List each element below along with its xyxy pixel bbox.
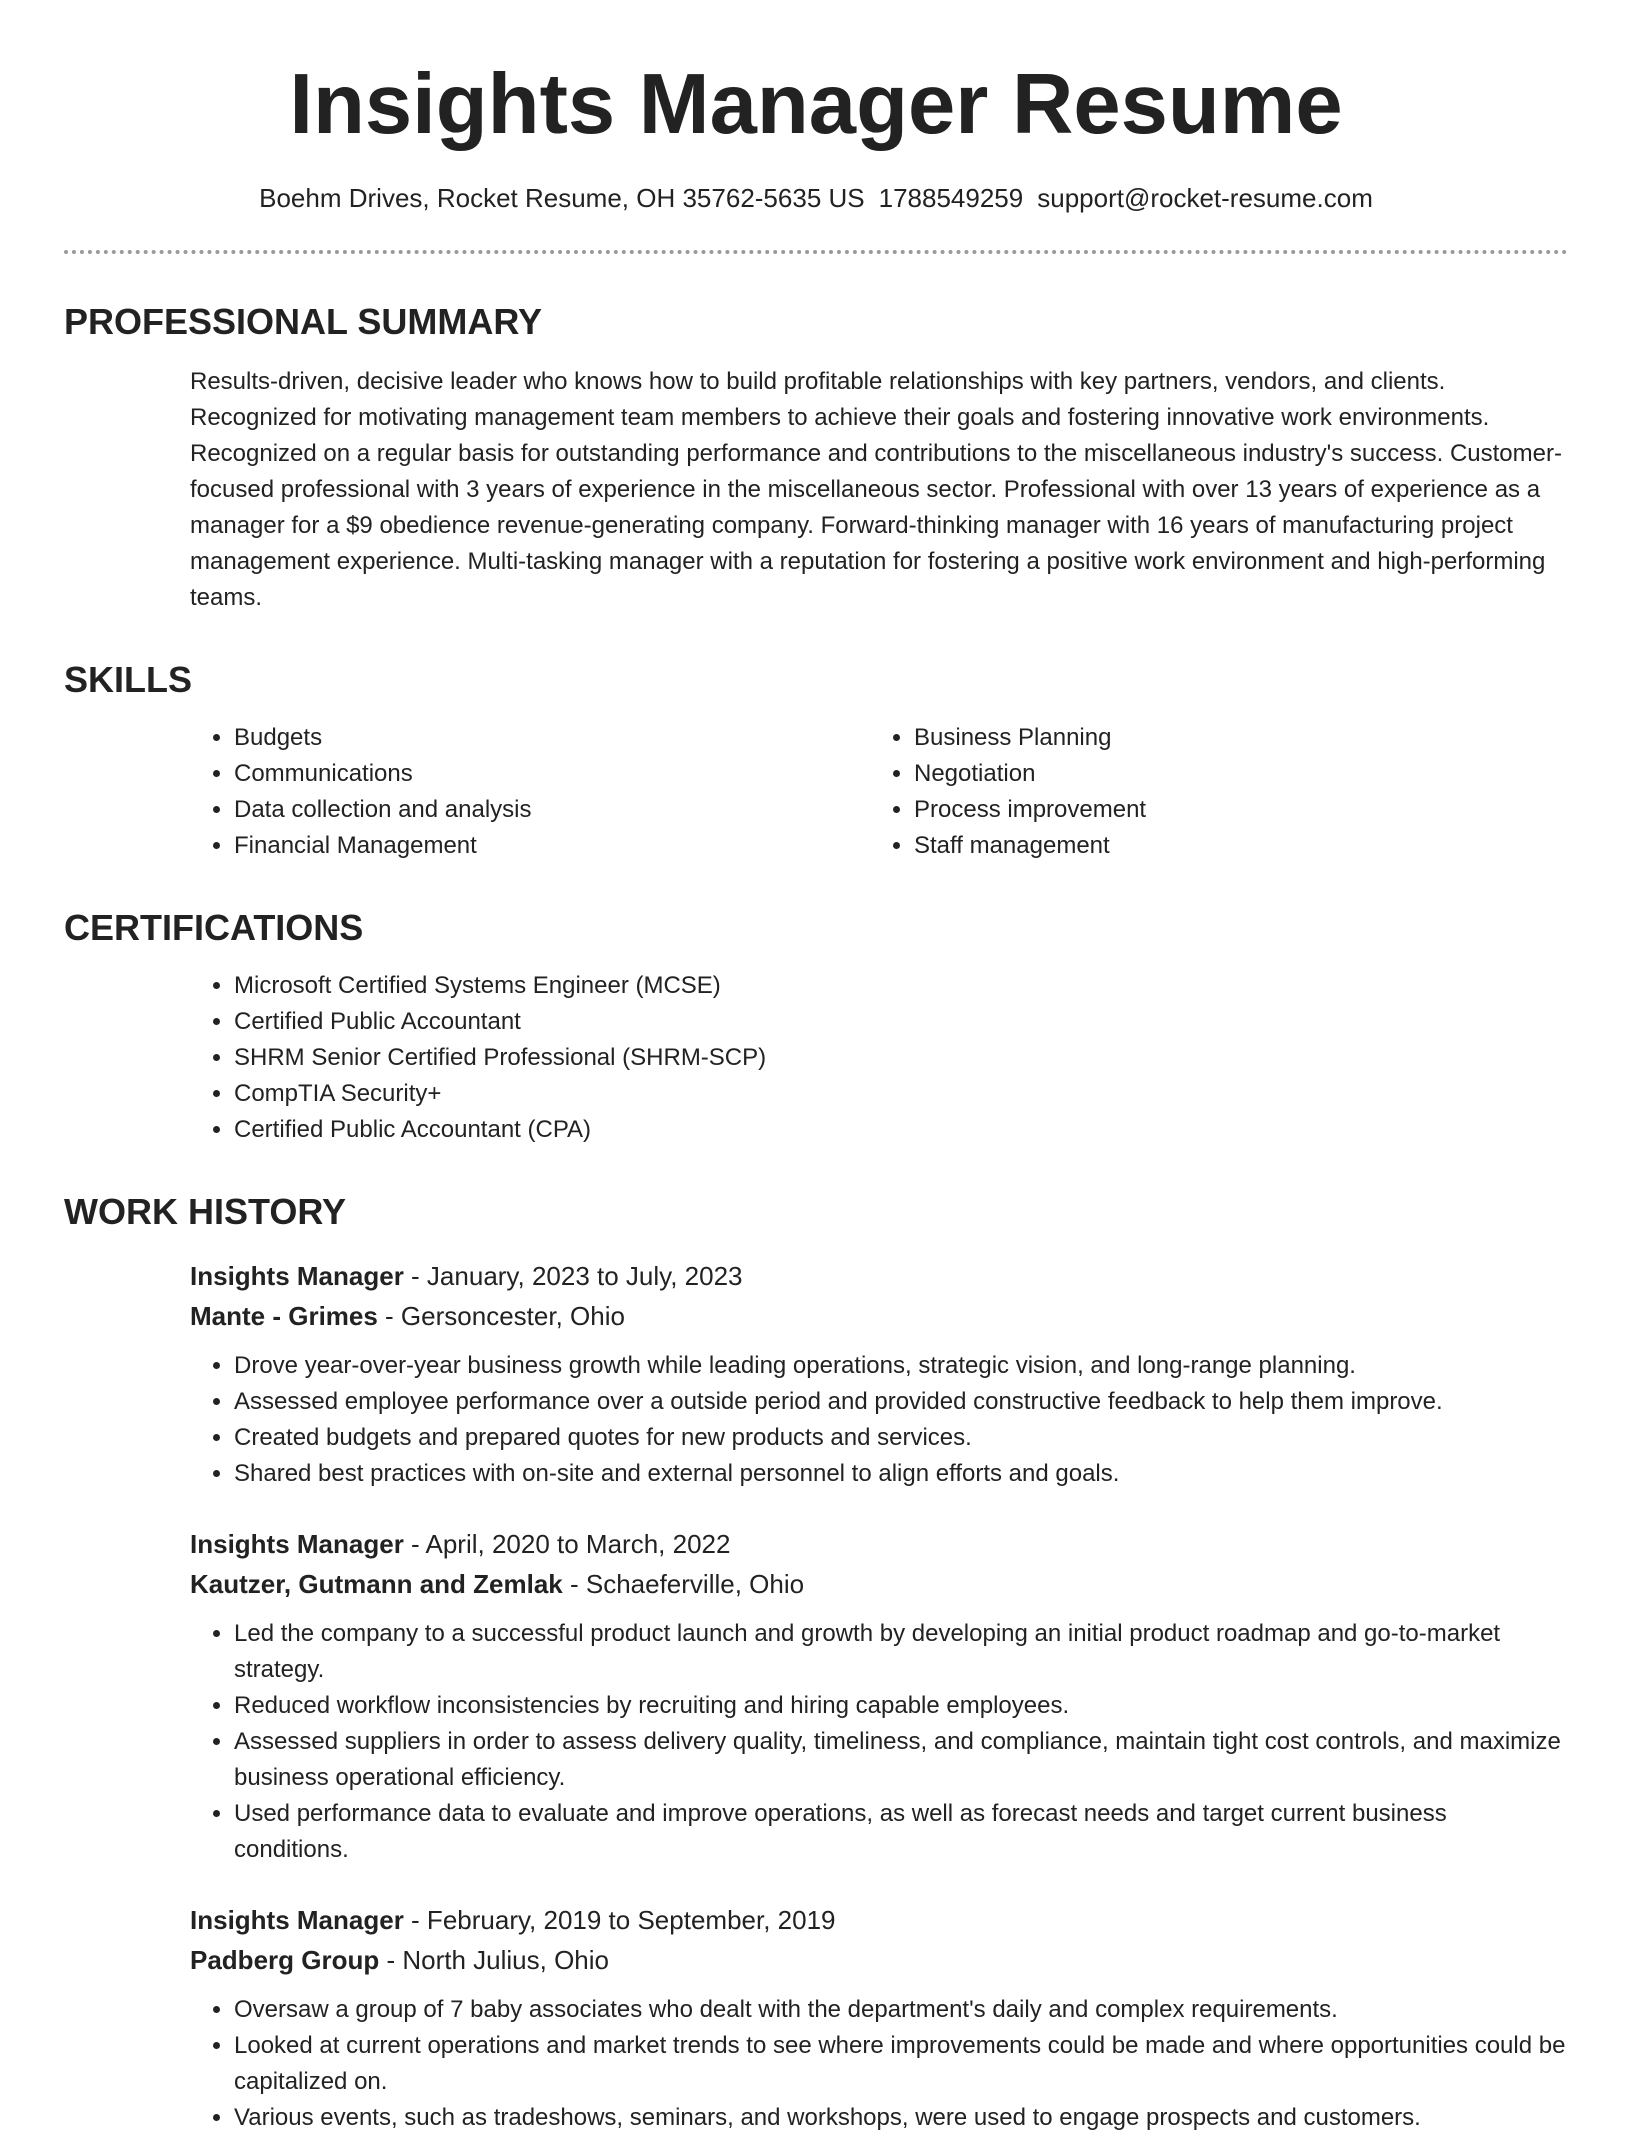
skills-column-right bbox=[870, 720, 1550, 864]
certifications-list-wrap bbox=[190, 968, 1568, 1148]
job-bullet: • Assessed employee performance over a outside period and provided constructive feedback to help them improve. bbox=[234, 1384, 1568, 1420]
phone-text: 1788549259 bbox=[878, 183, 1024, 213]
job-entry bbox=[190, 1900, 1568, 2136]
section-title-certifications: CERTIFICATIONS bbox=[64, 907, 364, 948]
job-company-line bbox=[190, 1940, 1568, 1980]
email-link[interactable]: support@rocket-resume.com bbox=[1037, 183, 1373, 213]
job-role: Insights Manager bbox=[190, 1261, 404, 1291]
skills-list-right bbox=[870, 720, 1550, 864]
resume-title: Insights Manager Resume bbox=[289, 57, 1343, 152]
job-bullets bbox=[190, 1348, 1568, 1492]
job-bullet: • Shared best practices with on-site and external personnel to align efforts and goals. bbox=[234, 1456, 1568, 1492]
work-history-section bbox=[64, 1190, 1568, 2136]
job-bullets bbox=[190, 1616, 1568, 1868]
job-title-line bbox=[190, 1524, 1568, 1564]
job-company: Mante - Grimes bbox=[190, 1301, 378, 1331]
job-role: Insights Manager bbox=[190, 1905, 404, 1935]
skills-section bbox=[64, 658, 1568, 864]
skill-item: • Process improvement bbox=[914, 792, 1550, 828]
job-company-line bbox=[190, 1564, 1568, 1604]
job-bullet: • Led the company to a successful product launch and growth by developing an initial product roadmap and go-to-market strategy. bbox=[234, 1616, 1568, 1688]
job-location: - Schaeferville, Ohio bbox=[562, 1569, 805, 1599]
certification-item: • Certified Public Accountant (CPA) bbox=[234, 1112, 1568, 1148]
job-bullet: • Various events, such as tradeshows, seminars, and workshops, were used to engage prospects and customers. bbox=[234, 2100, 1568, 2136]
job-company: Padberg Group bbox=[190, 1945, 380, 1975]
certifications-list bbox=[190, 968, 1568, 1148]
job-bullet: • Used performance data to evaluate and improve operations, as well as forecast needs and target current business conditions. bbox=[234, 1796, 1568, 1868]
job-bullet: • Oversaw a group of 7 baby associates who dealt with the department's daily and complex requirements. bbox=[234, 1992, 1568, 2028]
job-title-line bbox=[190, 1256, 1568, 1296]
job-dates: - April, 2020 to March, 2022 bbox=[403, 1529, 731, 1559]
job-bullet: • Reduced workflow inconsistencies by recruiting and hiring capable employees. bbox=[234, 1688, 1568, 1724]
address-text: Boehm Drives, Rocket Resume, OH 35762-5635 US bbox=[259, 183, 865, 213]
section-title-skills: SKILLS bbox=[64, 659, 193, 700]
skill-item: • Business Planning bbox=[914, 720, 1550, 756]
job-location: - North Julius, Ohio bbox=[379, 1945, 609, 1975]
skill-item: • Staff management bbox=[914, 828, 1550, 864]
certification-item: • Certified Public Accountant bbox=[234, 1004, 1568, 1040]
skill-item: • Financial Management bbox=[234, 828, 870, 864]
summary-text: Results-driven, decisive leader who knows how to build profitable relationships with key partners, vendors, and clients. Recognized for motivating management team members to achieve their goals and fostering innovative work environments. Recognized on a regular basis for outstanding performance and contributions to the miscellaneous industry's success. Customer-focused professional with 3 years of experience in the miscellaneous sector. Professional with over 13 years of experience as a manager for a $9 obedience revenue-generating company. Forward-thinking manager with 16 years of manufacturing project management experience. Multi-tasking manager with a reputation for fostering a positive work environment and high-performing teams. bbox=[190, 368, 1562, 611]
job-entry bbox=[190, 1524, 1568, 1868]
job-entry bbox=[190, 1256, 1568, 1492]
job-bullet: • Created budgets and prepared quotes for new products and services. bbox=[234, 1420, 1568, 1456]
job-dates: - February, 2019 to September, 2019 bbox=[403, 1905, 836, 1935]
job-title-line bbox=[190, 1900, 1568, 1940]
skills-columns bbox=[190, 720, 1568, 864]
job-role: Insights Manager bbox=[190, 1529, 404, 1559]
certification-item: • Microsoft Certified Systems Engineer (MCSE) bbox=[234, 968, 1568, 1004]
job-dates: - January, 2023 to July, 2023 bbox=[403, 1261, 743, 1291]
job-company: Kautzer, Gutmann and Zemlak bbox=[190, 1569, 563, 1599]
skill-item: • Negotiation bbox=[914, 756, 1550, 792]
certification-item: • SHRM Senior Certified Professional (SHRM-SCP) bbox=[234, 1040, 1568, 1076]
skill-item: • Data collection and analysis bbox=[234, 792, 870, 828]
section-title-work-history: WORK HISTORY bbox=[64, 1191, 347, 1232]
job-bullet: • Looked at current operations and market trends to see where improvements could be made and where opportunities could be capitalized on. bbox=[234, 2028, 1568, 2100]
dotted-divider bbox=[64, 250, 1568, 254]
resume-page bbox=[64, 0, 1568, 2136]
skill-item: • Budgets bbox=[234, 720, 870, 756]
job-company-line bbox=[190, 1296, 1568, 1336]
skills-column-left bbox=[190, 720, 870, 864]
contact-line bbox=[64, 181, 1568, 215]
summary-section bbox=[64, 300, 1568, 616]
job-bullet: • Drove year-over-year business growth while leading operations, strategic vision, and long-range planning. bbox=[234, 1348, 1568, 1384]
skills-list-left bbox=[190, 720, 870, 864]
job-location: - Gersoncester, Ohio bbox=[377, 1301, 625, 1331]
job-bullet: • Assessed suppliers in order to assess delivery quality, timeliness, and compliance, maintain tight cost controls, and maximize business operational efficiency. bbox=[234, 1724, 1568, 1796]
section-title-summary: PROFESSIONAL SUMMARY bbox=[64, 301, 543, 342]
certification-item: • CompTIA Security+ bbox=[234, 1076, 1568, 1112]
skill-item: • Communications bbox=[234, 756, 870, 792]
job-bullets bbox=[190, 1992, 1568, 2136]
certifications-section bbox=[64, 906, 1568, 1148]
